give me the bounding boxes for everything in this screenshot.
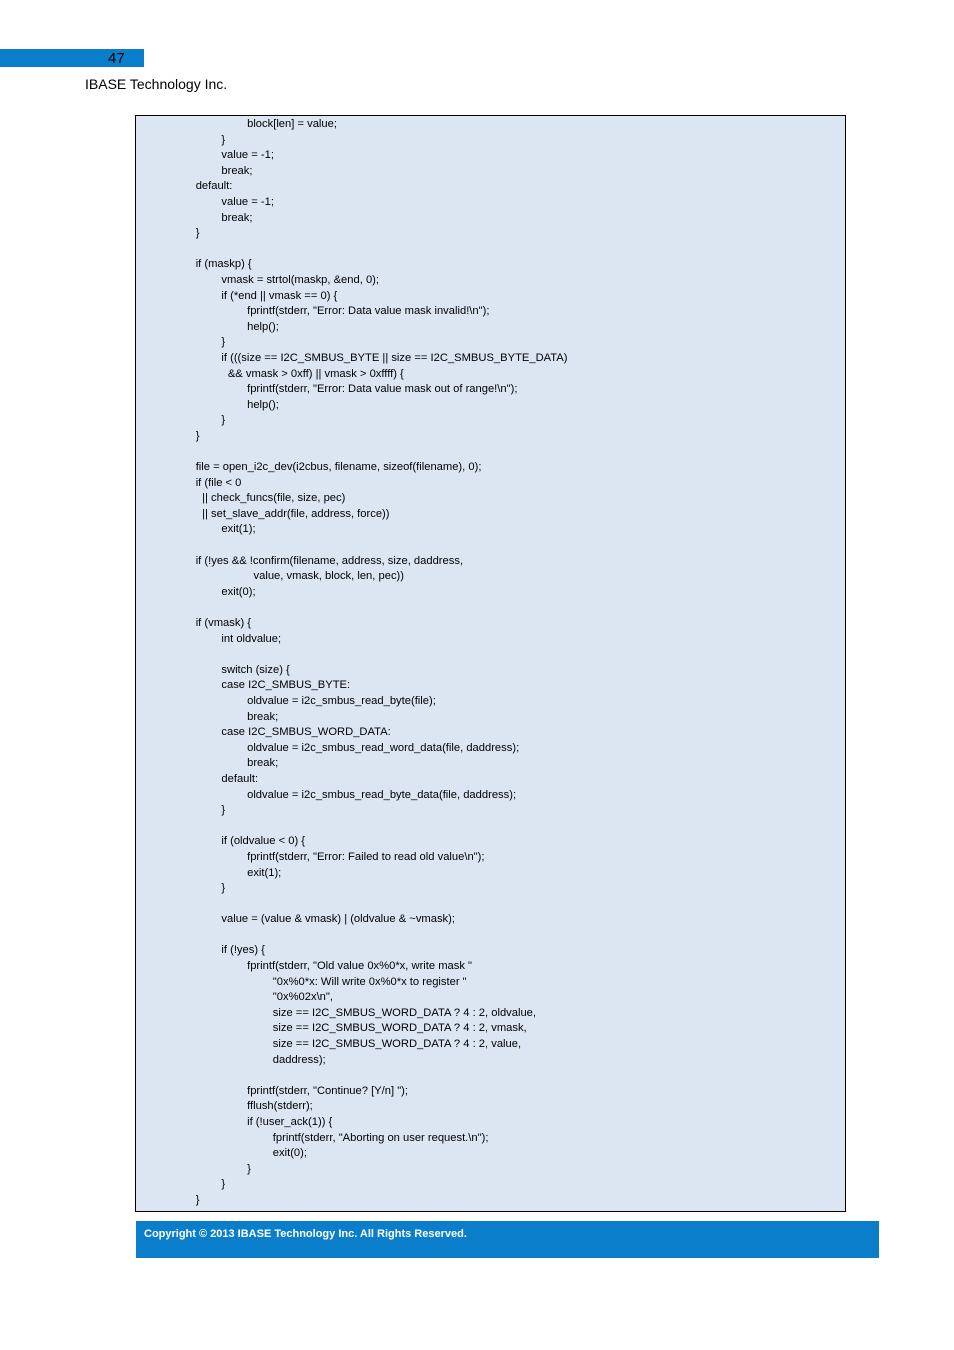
code-line: fflush(stderr); [247, 1100, 313, 1113]
code-line: } [195, 1193, 200, 1206]
code-line: } [195, 429, 200, 442]
code-line: && vmask > 0xff) || vmask > 0xffff) { [227, 367, 404, 380]
code-line: if (!yes) { [221, 944, 265, 957]
page-number: 47 [108, 50, 125, 67]
code-line: } [221, 882, 226, 895]
code-line: case I2C_SMBUS_BYTE: [221, 679, 351, 692]
code-line: if (((size == I2C_SMBUS_BYTE || size == I2C_SMBUS_BYTE_DATA) [221, 351, 568, 364]
code-line: if (maskp) { [195, 258, 252, 271]
code-line: switch (size) { [221, 663, 290, 676]
code-line: if (vmask) { [195, 617, 252, 629]
code-line [136, 538, 845, 554]
code-line: } [221, 1178, 226, 1191]
code-line: int oldvalue; [221, 632, 282, 645]
code-line: || check_funcs(file, size, pec) [202, 492, 346, 505]
code-line: break; [221, 211, 253, 224]
code-line: size == I2C_SMBUS_WORD_DATA ? 4 : 2, value, [272, 1038, 522, 1051]
code-line: "0x%0*x: Will write 0x%0*x to register " [272, 975, 467, 988]
code-line: oldvalue = i2c_smbus_read_word_data(file, daddress); [247, 741, 520, 754]
code-line: oldvalue = i2c_smbus_read_byte_data(file, daddress); [247, 788, 517, 801]
code-line: } [195, 227, 200, 240]
code-line: size == I2C_SMBUS_WORD_DATA ? 4 : 2, oldvalue, [272, 1006, 537, 1019]
code-line [136, 1068, 845, 1084]
code-line: file = open_i2c_dev(i2cbus, filename, sizeof(filename), 0); [195, 461, 482, 474]
code-line: help(); [247, 320, 279, 333]
code-line: block[len] = value; [247, 118, 337, 130]
code-line: exit(0); [272, 1147, 307, 1160]
code-line: fprintf(stderr, "Error: Failed to read old value\n"); [247, 850, 485, 863]
code-line: fprintf(stderr, "Aborting on user request.\n"); [272, 1131, 489, 1144]
code-line: value = (value & vmask) | (oldvalue & ~vmask); [221, 913, 455, 926]
code-line: } [221, 804, 226, 817]
code-listing [136, 117, 845, 1209]
code-line: exit(1); [247, 866, 282, 879]
code-line [136, 928, 845, 944]
code-line [136, 897, 845, 913]
code-line: default: [221, 772, 259, 785]
code-line: break; [247, 757, 279, 770]
code-line: size == I2C_SMBUS_WORD_DATA ? 4 : 2, vmask, [272, 1022, 527, 1035]
code-line: exit(1); [221, 523, 256, 536]
code-line: } [221, 414, 226, 427]
code-line: if (!yes && !confirm(filename, address, size, daddress, [195, 554, 464, 567]
code-line: fprintf(stderr, "Error: Data value mask out of range!\n"); [247, 383, 518, 396]
code-line: exit(0); [221, 585, 256, 598]
code-line: fprintf(stderr, "Old value 0x%0*x, write mask " [247, 960, 473, 973]
code-listing-box [135, 115, 846, 1212]
code-line: vmask = strtol(maskp, &end, 0); [221, 273, 379, 286]
code-line: } [221, 133, 226, 146]
code-line: || set_slave_addr(file, address, force)) [202, 507, 390, 520]
code-line: fprintf(stderr, "Error: Data value mask invalid!\n"); [247, 305, 490, 318]
code-line: "0x%02x\n", [272, 991, 333, 1004]
code-line: value = -1; [221, 195, 274, 208]
code-line: fprintf(stderr, "Continue? [Y/n] "); [247, 1084, 409, 1097]
code-line: break; [221, 164, 253, 177]
code-line: if (file < 0 [195, 476, 242, 489]
code-line: if (!user_ack(1)) { [247, 1116, 333, 1128]
company-name: IBASE Technology Inc. [85, 76, 228, 92]
code-line [136, 600, 845, 616]
code-line: break; [247, 710, 279, 723]
code-line [136, 647, 845, 663]
code-line: value = -1; [221, 149, 274, 162]
footer-bar [136, 1221, 879, 1258]
code-line [136, 819, 845, 835]
code-line: if (*end || vmask == 0) { [221, 289, 338, 302]
code-line: default: [195, 180, 233, 193]
copyright-text: Copyright © 2013 IBASE Technology Inc. All Rights Reserved. [144, 1228, 467, 1240]
code-line: } [221, 336, 226, 349]
code-line: case I2C_SMBUS_WORD_DATA: [221, 726, 391, 739]
code-line [136, 444, 845, 460]
code-line: oldvalue = i2c_smbus_read_byte(file); [247, 694, 436, 707]
code-line: help(); [247, 398, 279, 411]
code-line [136, 242, 845, 258]
code-line: value, vmask, block, len, pec)) [253, 570, 404, 583]
code-line: } [247, 1162, 251, 1175]
code-line: if (oldvalue < 0) { [221, 835, 306, 848]
code-line: daddress); [272, 1053, 326, 1066]
